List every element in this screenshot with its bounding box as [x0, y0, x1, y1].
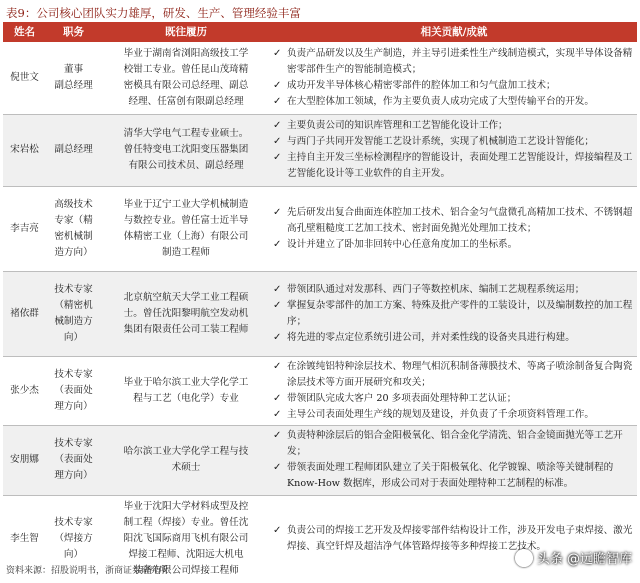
- role-line: （焊接方: [54, 533, 93, 545]
- background-line: 焊接工程师、沈阳远大机电: [128, 549, 244, 561]
- role-line: 技术专家: [54, 517, 93, 529]
- check-icon: ✓: [273, 430, 282, 441]
- cell-role: [46, 114, 101, 186]
- role-line: （精密机: [54, 299, 93, 311]
- role-line: 董事: [63, 63, 84, 75]
- check-icon: ✓: [273, 462, 282, 473]
- contribution-item: [273, 94, 633, 110]
- contribution-item: [273, 428, 633, 460]
- table-row: [3, 356, 637, 425]
- background-line: 阳沈飞国际商用飞机有限公司: [123, 533, 249, 545]
- background-line: 哈尔滨工业大学化学工程与技: [123, 446, 249, 457]
- contribution-text: 带领表面处理工程师团队建立了关于阳极氧化、化学镀镍、喷涂等关键制程的 Know-How 数据库，形成公司对于表面处理特种工艺制程的标准。: [287, 462, 614, 489]
- table-body: [3, 42, 637, 583]
- cell-contribution: [271, 425, 637, 495]
- background-line: 北京航空航天大学工业工程硕: [123, 291, 249, 303]
- table-row: [3, 114, 637, 186]
- cell-role: [46, 356, 101, 425]
- cell-contribution: [271, 186, 637, 271]
- team-table: [3, 22, 637, 583]
- check-icon: ✓: [273, 120, 282, 131]
- check-icon: ✓: [273, 360, 282, 372]
- table-row: [3, 271, 637, 356]
- background-line: 有限公司技术员、副总经理: [128, 160, 244, 171]
- check-icon: ✓: [273, 283, 282, 295]
- header-role: 职务: [46, 22, 101, 42]
- cell-background: [101, 271, 271, 356]
- contribution-text: 设计并建立了卧加非回转中心任意角度加工的坐标系。: [287, 238, 518, 250]
- contribution-item: [273, 78, 633, 94]
- check-icon: ✓: [273, 525, 282, 537]
- contribution-text: 在大型腔体加工领域，作为主要负责人成功完成了大型传输平台的开发。: [287, 95, 594, 107]
- cell-background: [101, 186, 271, 271]
- check-icon: ✓: [273, 392, 282, 404]
- background-line: 清华大学电气工程专业硕士。: [123, 128, 249, 139]
- cell-contribution: [271, 356, 637, 425]
- contribution-text: 将先进的零点定位系统引进公司，并对柔性线的设备夹具进行构建。: [287, 331, 575, 343]
- contribution-item: [273, 298, 633, 330]
- contribution-text: 负责产品研发以及生产制造，并主导引进柔性生产线制造模式，实现半导体设备精密零部件生产的智能制造模式；: [287, 47, 633, 75]
- contribution-item: [273, 150, 633, 182]
- contribution-item: [273, 282, 633, 298]
- check-icon: ✓: [273, 79, 282, 91]
- contribution-text: 先后研发出复合曲面连体腔加工技术、铝合金匀气盘微孔高精加工技术、不锈钢超高孔壁粗糙度工艺加工技术、密封面免抛光处理加工技术；: [287, 206, 633, 234]
- cell-role: [46, 425, 101, 495]
- cell-contribution: [271, 495, 637, 583]
- background-line: 毕业于哈尔滨工业大学化学工: [123, 376, 249, 388]
- contribution-item: [273, 359, 633, 391]
- cell-name: 倪世文: [3, 42, 46, 114]
- cell-contribution: [271, 114, 637, 186]
- table-row: [3, 42, 637, 114]
- contribution-text: 成功开发半导体核心精密零部件的腔体加工和匀气盘加工技术；: [287, 79, 556, 91]
- contribution-text: 掌握复杂零部件的加工方案、特殊及批产零件的工装设计，以及编制数控的加工程序；: [287, 299, 633, 327]
- check-icon: ✓: [273, 331, 282, 343]
- check-icon: ✓: [273, 408, 282, 420]
- contribution-text: 主要负责公司的知识库管理和工艺智能化设计工作；: [287, 120, 508, 131]
- cell-role: [46, 42, 101, 114]
- check-icon: ✓: [273, 238, 282, 250]
- check-icon: ✓: [273, 206, 282, 218]
- cell-background: [101, 356, 271, 425]
- role-line: 向）: [63, 331, 84, 343]
- table-row: [3, 425, 637, 495]
- contribution-text: 主持自主开发三坐标检测程序的智能设计，表面处理工艺智能设计，焊接编程及工艺智能化设计等工业软件的自主开发。: [287, 152, 633, 179]
- contribution-text: 负责特种涂层后的铝合金阳极氧化、铝合金化学清洗、铝合金镜面抛光等工艺开发；: [287, 430, 623, 457]
- background-line: 制工程（焊接）专业。曾任沈: [123, 517, 249, 529]
- background-line: 毕业于辽宁工业大学机械制造: [123, 198, 249, 210]
- contribution-text: 与西门子共同开发智能工艺设计系统，实现了机械制造工艺设计智能化；: [287, 136, 594, 147]
- contribution-item: [273, 118, 633, 134]
- contribution-text: 在涂镀纯铝特种涂层技术、物理气相沉积制备薄膜技术、等离子喷涂制备复合陶瓷涂层技术等方面开展研究和攻关；: [287, 360, 633, 388]
- background-line: 毕业于湖南省浏阳高级技工学: [123, 47, 249, 59]
- role-line: （表面处: [54, 454, 93, 465]
- cell-background: [101, 42, 271, 114]
- check-icon: ✓: [273, 95, 282, 107]
- contribution-item: [273, 330, 633, 346]
- background-line: 集团有限责任公司工装工程师: [123, 323, 249, 335]
- source-note: 资料来源：招股说明书，浙商证券研究所: [6, 566, 169, 576]
- background-line: 密模具有限公司总经理、副总: [123, 79, 249, 91]
- cell-background: [101, 114, 271, 186]
- watermark: [515, 548, 632, 567]
- contribution-item: [273, 407, 633, 423]
- contribution-text: 主导公司表面处理生产线的规划及建设，并负责了千余项资料管理工作。: [287, 408, 594, 420]
- role-line: 向）: [63, 549, 84, 561]
- header-background: 既往履历: [101, 22, 271, 42]
- cell-background: [101, 425, 271, 495]
- contribution-item: [273, 46, 633, 78]
- contribution-item: [273, 460, 633, 492]
- role-line: 理方向）: [54, 470, 93, 481]
- role-line: 理方向）: [54, 400, 93, 412]
- role-line: 专家（精: [54, 214, 93, 226]
- role-line: 副总经理: [54, 79, 93, 91]
- cell-role: [46, 271, 101, 356]
- background-line: 程与工艺（电化学）专业: [133, 392, 239, 404]
- header-contribution: 相关贡献/成就: [271, 22, 637, 42]
- cell-name: 李吉亮: [3, 186, 46, 271]
- contribution-item: [273, 205, 633, 237]
- role-line: 密机械制: [54, 230, 93, 242]
- watermark-logo-icon: [515, 549, 533, 567]
- background-line: 校钳工专业。曾任昆山茂琦精: [123, 63, 249, 75]
- cell-name: 褚依群: [3, 271, 46, 356]
- role-line: 造方向）: [54, 246, 93, 258]
- role-line: 技术专家: [54, 368, 93, 380]
- role-line: 技术专家: [54, 283, 93, 295]
- role-line: （表面处: [54, 384, 93, 396]
- background-line: 制造工程师: [162, 246, 210, 258]
- table-title: 表9：公司核心团队实力雄厚，研发、生产、管理经验丰富: [6, 6, 301, 20]
- role-line: 高级技术: [54, 198, 93, 210]
- role-line: 械制造方: [54, 315, 93, 327]
- cell-role: [46, 186, 101, 271]
- background-line: 体精密工业（上海）有限公司: [123, 230, 249, 242]
- watermark-text: 头条 @远瞻智库: [536, 552, 632, 567]
- background-line: 毕业于沈阳大学材料成型及控: [123, 501, 249, 513]
- cell-contribution: [271, 42, 637, 114]
- background-line: 士。曾任沈阳黎明航空发动机: [123, 307, 249, 319]
- contribution-text: 带领团队完成大客户 20 多项表面处理特种工艺认证；: [287, 392, 517, 404]
- check-icon: ✓: [273, 136, 282, 147]
- role-line: 副总经理: [54, 144, 93, 155]
- background-line: 装备有限公司焊接工程师: [133, 565, 239, 577]
- cell-name: 安朋娜: [3, 425, 46, 495]
- contribution-text: 带领团队通过对发那科、西门子等数控机床、编制工艺规程系统运用；: [287, 283, 585, 295]
- contribution-item: [273, 134, 633, 150]
- check-icon: ✓: [273, 47, 282, 59]
- check-icon: ✓: [273, 299, 282, 311]
- cell-name: 宋岩松: [3, 114, 46, 186]
- background-line: 曾任特变电工沈阳变压器集团: [123, 144, 249, 155]
- check-icon: ✓: [273, 152, 282, 163]
- background-line: 术硕士: [171, 462, 201, 473]
- header-row: [3, 22, 637, 42]
- contribution-text: 负责公司的焊接工艺开发及焊接零部件结构设计工作，涉及开发电子束焊接、激光焊接、真空钎焊及超洁净气体管路焊接等多种焊接工艺技术。: [287, 525, 633, 553]
- header-name: 姓名: [3, 22, 46, 42]
- contribution-item: [273, 237, 633, 253]
- contribution-item: [273, 391, 633, 407]
- table-row: [3, 186, 637, 271]
- background-line: 经理、任富创有限副总经理: [128, 95, 244, 107]
- cell-name: 李生智: [3, 495, 46, 583]
- background-line: 与数控专业。曾任富士近半导: [123, 214, 249, 226]
- cell-name: 张少杰: [3, 356, 46, 425]
- role-line: 技术专家: [54, 438, 93, 449]
- cell-contribution: [271, 271, 637, 356]
